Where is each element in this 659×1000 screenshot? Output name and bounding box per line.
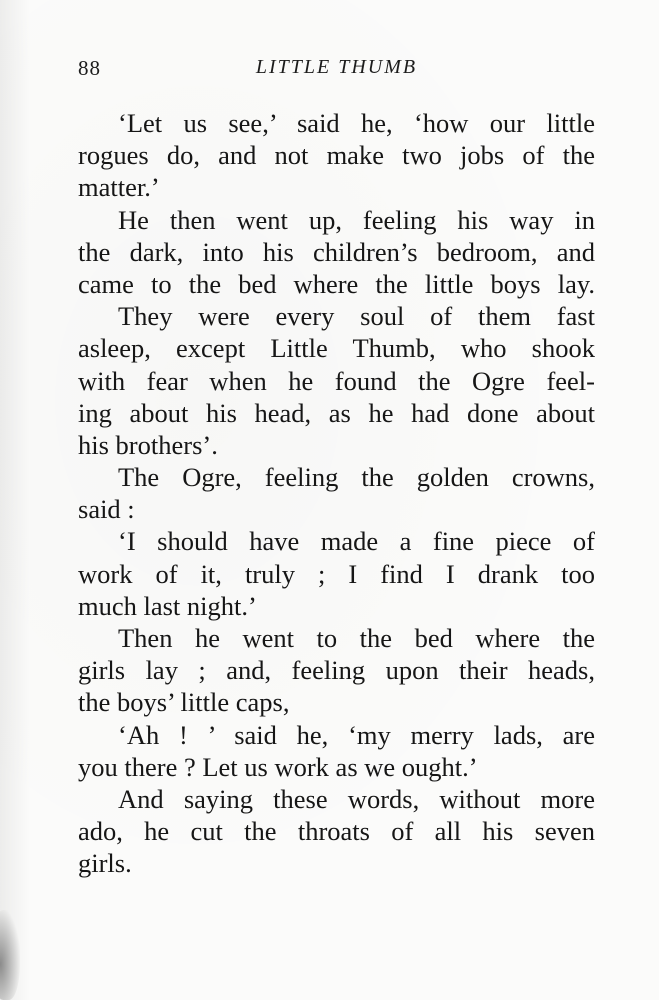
- text-line: you there ? Let us work as we ought.’: [78, 751, 478, 782]
- text-line: girls.: [78, 848, 132, 879]
- text-line: rogues do, and not make two jobs of the: [78, 140, 595, 171]
- text-line: ado, he cut the throats of all his seven: [78, 816, 595, 847]
- page-header: [78, 56, 595, 86]
- running-title: LITTLE THUMB: [255, 56, 418, 78]
- text-line: He then went up, feeling his way in: [118, 204, 595, 235]
- body-text: [78, 107, 595, 880]
- page-edge-smudge: [0, 910, 20, 1000]
- text-line: his brothers’.: [78, 429, 218, 460]
- text-line: And saying these words, without more: [118, 783, 595, 814]
- text-line: work of it, truly ; I find I drank too: [78, 558, 595, 589]
- text-line: asleep, except Little Thumb, who shook: [78, 333, 595, 364]
- page-number: 88: [78, 56, 101, 80]
- text-line: came to the bed where the little boys lay.: [78, 268, 595, 299]
- gutter-shadow: [0, 0, 30, 1000]
- text-line: They were every soul of them fast: [118, 301, 595, 332]
- text-line: the boys’ little caps,: [78, 687, 290, 718]
- text-line: The Ogre, feeling the golden crowns,: [118, 462, 595, 493]
- text-line: ‘I should have made a fine piece of: [118, 526, 595, 557]
- text-line: ‘Ah ! ’ said he, ‘my merry lads, are: [118, 719, 595, 750]
- text-line: Then he went to the bed where the: [118, 623, 595, 653]
- text-line: with fear when he found the Ogre feel-: [78, 365, 595, 396]
- text-line: girls lay ; and, feeling upon their heads,: [78, 655, 595, 686]
- text-line: said :: [78, 494, 135, 525]
- text-line: matter.’: [78, 172, 160, 203]
- text-line: much last night.’: [78, 590, 257, 621]
- text-line: the dark, into his children’s bedroom, and: [78, 236, 595, 267]
- text-line: ‘Let us see,’ said he, ‘how our little: [118, 108, 595, 138]
- text-line: ing about his head, as he had done about: [78, 397, 595, 428]
